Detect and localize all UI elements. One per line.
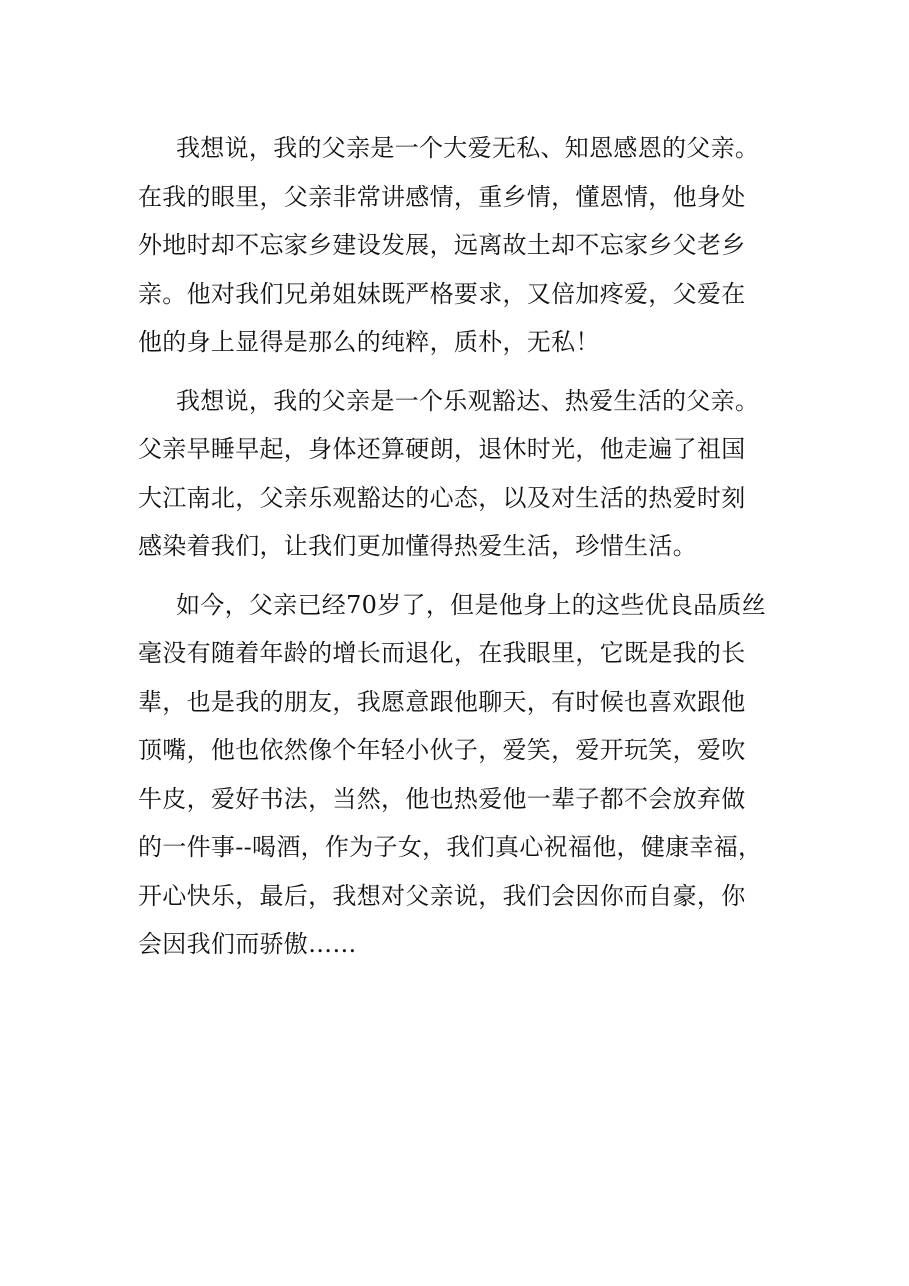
text-line: 父亲早睡早起，身体还算硬朗，退休时光，他走遍了祖国 [138,435,746,463]
text-line: 开心快乐，最后，我想对父亲说，我们会因你而自豪，你 [138,881,746,910]
paragraph-3 [138,581,778,969]
text-line: 顶嘴，他也依然像个年轻小伙子，爱笑，爱开玩笑，爱吹 [138,736,746,764]
text-line: 毫没有随着年龄的增长而退化，在我眼里，它既是我的长 [138,639,746,667]
text-line: 牛皮，爱好书法，当然，他也热爱他一辈子都不会放弃做 [138,784,746,813]
text-line: 他的身上显得是那么的纯粹，质朴，无私！ [138,328,600,356]
text-line: 我想说，我的父亲是一个大爱无私、知恩感恩的父亲。 [176,134,760,162]
text-line: 如今，父亲已经70岁了，但是他身上的这些优良品质丝 [176,590,767,619]
paragraph-1 [138,124,778,367]
text-line: 大江南北，父亲乐观豁达的心态，以及对生活的热爱时刻 [138,483,746,512]
text-line: 辈，也是我的朋友，我愿意跟他聊天，有时候也喜欢跟他 [138,687,746,716]
text-line: 会因我们而骄傲…… [138,930,357,958]
document-body [138,124,778,979]
text-line: 的一件事--喝酒，作为子女，我们真心祝福他，健康幸福， [138,833,763,861]
text-line: 外地时却不忘家乡建设发展，远离故土却不忘家乡父老乡 [138,231,746,259]
text-line: 我想说，我的父亲是一个乐观豁达、热爱生活的父亲。 [176,386,760,415]
paragraph-2 [138,377,778,571]
text-line: 亲。他对我们兄弟姐妹既严格要求，又倍加疼爱，父爱在 [138,279,746,308]
text-line: 感染着我们，让我们更加懂得热爱生活，珍惜生活。 [138,532,697,560]
text-line: 在我的眼里，父亲非常讲感情，重乡情，懂恩情，他身处 [138,182,746,211]
